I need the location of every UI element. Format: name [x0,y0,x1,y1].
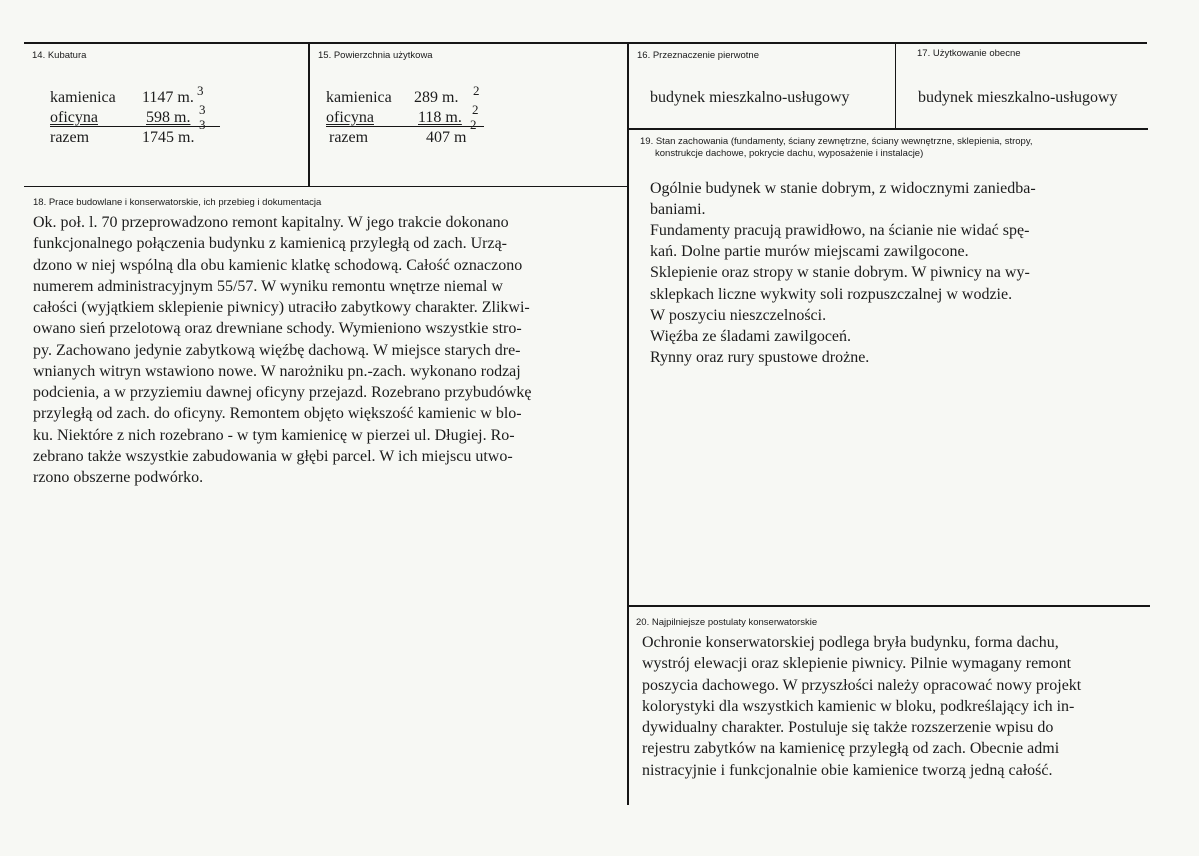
rule-above-18 [24,186,628,187]
row-name: kamienica [50,89,116,106]
text-line: zebrano także wszystkie zabudowania w głębi parcel. W ich miejscu utwo- [33,448,513,465]
text-line: funkcjonalnego połączenia budynku z kamienicą przyległą od zach. Urzą- [33,235,508,252]
row-value: 289 m. [414,89,459,106]
text-line: Ok. poł. l. 70 przeprowadzono remont kapitalny. W jego trakcie dokonano [33,214,509,231]
row-name: oficyna [326,109,374,126]
row-sup: 3 [199,117,206,132]
text-line: Więźba ze śladami zawilgoceń. [650,328,852,345]
row-value: 598 m. [146,109,191,126]
row-sup: 2 [473,83,480,98]
text-line: wystrój elewacji oraz sklepienie piwnicy. Pilnie wymagany remont [642,655,1072,672]
row-sup: 2 [470,117,477,132]
row-sup: 3 [199,102,206,117]
text-line: całości (wyjątkiem sklepienie piwnicy) utraciło zabytkowy charakter. Zlikwi- [33,299,530,316]
current-use: budynek mieszkalno-usługowy [918,89,1118,106]
top-rule [24,42,1147,44]
text-line: py. Zachowano jedynie zabytkową więźbę dachową. W miejsce starych dre- [33,342,521,359]
section-16-label: 16. Przeznaczenie pierwotne [637,50,759,61]
text-line: numerem administracyjnym 55/57. W wyniku remontu wnętrze niemal w [33,278,503,295]
section-17-label: 17. Użytkowanie obecne [917,48,1021,59]
text-line: Ogólnie budynek w stanie dobrym, z widocznymi zaniedba- [650,180,1036,197]
text-line: podcienia, a w przyziemiu dawnej oficyny przejazd. Rozebrano przybudówkę [33,384,532,401]
section-15-label: 15. Powierzchnia użytkowa [318,50,433,61]
original-purpose: budynek mieszkalno-usługowy [650,89,850,106]
row-name: razem [329,129,369,146]
text-line: Fundamenty pracują prawidłowo, na ścianie nie widać spę- [650,222,1030,239]
section-20-label: 20. Najpilniejsze postulaty konserwatorskie [636,617,818,628]
text-line: Rynny oraz rury spustowe drożne. [650,349,870,366]
rule-above-19 [628,128,1148,130]
text-line: poszycia dachowego. W przyszłości należy opracować nowy projekt [642,677,1082,694]
row-name: oficyna [50,109,98,126]
section-19-label-cont: konstrukcje dachowe, pokrycie dachu, wyposażenie i instalacje) [655,148,924,159]
text-line: Ochronie konserwatorskiej podlega bryła budynku, forma dachu, [642,634,1059,651]
divider-14-15 [308,43,310,187]
text-line: kań. Dolne partie murów miejscami zawilgocone. [650,243,969,260]
sum-rule [50,126,220,127]
row-name: razem [50,129,90,146]
row-name: kamienica [326,89,392,106]
text-line: nistracyjnie i funkcjonalnie obie kamienice tworzą jedną całość. [642,762,1053,779]
text-line: rzono obszerne podwórko. [33,469,204,486]
text-line: dzono w niej wspólną dla obu kamienic klatkę schodową. Całość oznaczono [33,257,523,274]
divider-16-17 [895,43,896,128]
rule-above-20 [628,605,1150,607]
text-line: Sklepienie oraz stropy w stanie dobrym. W piwnicy na wy- [650,264,1030,281]
text-line: przyległą od zach. do oficyny. Remontem objęto większość kamienic w blo- [33,405,522,422]
text-line: W poszyciu nieszczelności. [650,307,827,324]
row-sup: 2 [472,102,479,117]
section-18-label: 18. Prace budowlane i konserwatorskie, ich przebieg i dokumentacja [33,197,322,208]
row-value: 407 m [426,129,467,146]
row-value: 1147 m. [142,89,194,106]
divider-left-right [627,43,629,805]
text-line: ku. Niektóre z nich rozebrano - w tym kamienicę w pierzei ul. Długiej. Ro- [33,427,515,444]
row-sup: 3 [197,83,204,98]
text-line: baniami. [650,201,706,218]
text-line: wnianych witryn wstawiono nowe. W narożniku pn.-zach. wykonano rodzaj [33,363,521,380]
section-14-label: 14. Kubatura [32,50,87,61]
row-value: 1745 m. [142,129,195,146]
text-line: rejestru zabytków na kamienicę przyległą od zach. Obecnie admi [642,740,1060,757]
text-line: sklepkach liczne wykwity soli rozpuszczalnej w wodzie. [650,286,1013,303]
row-value: 118 m. [418,109,462,126]
section-19-label: 19. Stan zachowania (fundamenty, ściany zewnętrzne, ściany wewnętrzne, sklepienia, stropy, [640,136,1033,147]
text-line: dywidualny charakter. Postuluje się także rozszerzenie wpisu do [642,719,1054,736]
text-line: kolorystyki dla wszystkich kamienic w bloku, podkreślający ich in- [642,698,1075,715]
text-line: owano sień przelotową oraz drewniane schody. Wymieniono wszystkie stro- [33,320,522,337]
sum-rule [326,126,484,127]
